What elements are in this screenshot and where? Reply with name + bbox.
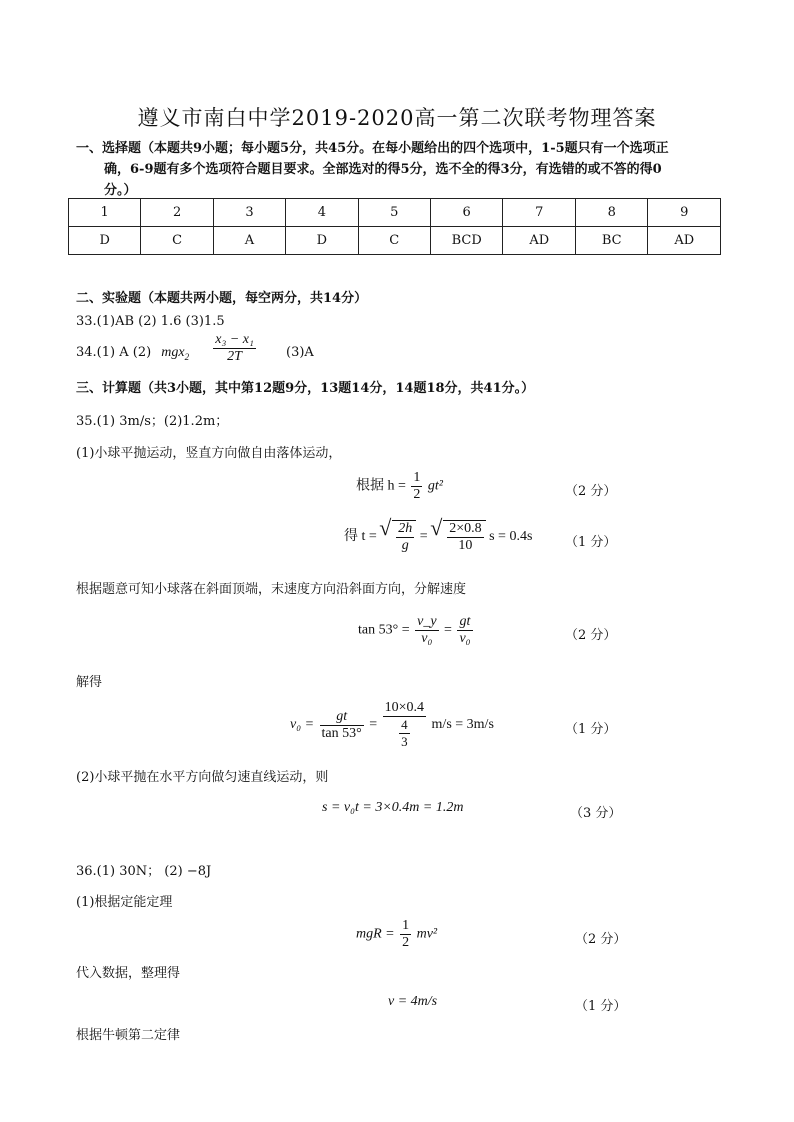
table-cell: D [286, 227, 358, 255]
q34-mgx: mgx$_2$ [161, 345, 190, 362]
answer-table-answer-row [69, 227, 721, 255]
q34-denominator: 2T [227, 349, 242, 364]
eq-text: 得 t = [344, 529, 377, 545]
table-cell: D [69, 227, 141, 255]
eq-fraction: $\frac{v\_y}{\text{v₀}}$ [417, 614, 437, 646]
table-cell: C [141, 227, 213, 255]
eq-fraction: $\frac{gt}{\tan 53^\circ}$ [321, 708, 362, 741]
table-cell: 8 [575, 199, 647, 227]
q34-answer [76, 332, 314, 365]
q35-paragraph-2: 根据题意可知小球落在斜面顶端，末速度方向沿斜面方向，分解速度 [76, 582, 467, 597]
q35-answer: 35.(1) 3m/s；(2)1.2m； [76, 414, 229, 429]
q33-answer: 33.(1)AB (2) 1.6 (3)1.5 [76, 314, 225, 329]
eq-text: v₀ = [290, 717, 315, 733]
eq-text: mv² [416, 926, 438, 942]
table-cell: A [213, 227, 285, 255]
table-cell: 6 [430, 199, 503, 227]
q36-paragraph-3: 根据牛顿第二定律 [76, 1028, 181, 1043]
eq-text: m/s = 3m/s [431, 717, 494, 733]
q36-answer: 36.(1) 30N； (2) −8J [76, 864, 212, 879]
table-cell: 4 [286, 199, 358, 227]
q35-score-3: （2 分） [565, 628, 617, 643]
table-cell: 9 [648, 199, 721, 227]
sqrt-symbol: √ $\frac{2h}{g}$ [392, 520, 416, 554]
table-cell: 7 [503, 199, 575, 227]
table-cell: C [358, 227, 430, 255]
answer-table [68, 198, 721, 255]
table-cell: BC [575, 227, 647, 255]
eq-text: s = 0.4s [489, 529, 533, 545]
q35-equation-1 [356, 470, 443, 503]
section-1-line-2: 确，6-9题有多个选项符合题目要求。全部选对的得5分，选不全的得3分，有选错的或不答的得0 [104, 162, 662, 177]
q35-equation-3: tan 53° = $\frac{v\_y}{\text{v₀}}$ = $\frac{gt}{\text{v₀}}$ [358, 614, 471, 646]
sqrt-symbol: √ $\frac{2\times 0.8}{10}$ [443, 520, 485, 554]
q35-paragraph-4: (2)小球平抛在水平方向做匀速直线运动，则 [76, 770, 329, 785]
answer-table-header-row [69, 199, 721, 227]
section-3-heading: 三、计算题（共3小题，其中第12题9分，13题14分，14题18分，共41分。） [76, 381, 535, 396]
q36-paragraph-1: (1)根据定能定理 [76, 895, 173, 910]
page-title: 遵义市南白中学2019-2020高一第二次联考物理答案 [137, 106, 657, 130]
q36-score-1: （2 分） [575, 932, 627, 947]
q36-equation-2: v = 4m/s [388, 994, 438, 1009]
q35-paragraph-1: (1)小球平抛运动，竖直方向做自由落体运动， [76, 446, 342, 461]
section-2-heading: 二、实验题（本题共两小题，每空两分，共14分） [76, 291, 368, 306]
eq-fraction: $\frac{gt}{\text{v₀}}$ [459, 614, 471, 646]
table-cell: 1 [69, 199, 141, 227]
section-1-line-1: 一、选择题（本题共9小题；每小题5分，共45分。在每小题给出的四个选项中，1-5题只有一个选项正 [76, 141, 669, 156]
q35-score-2: （1 分） [565, 535, 617, 550]
eq-fraction: $\frac{1}{2}$ [402, 918, 410, 950]
eq-text: tan 53° = [358, 622, 410, 638]
q35-score-1: （2 分） [565, 484, 617, 499]
eq-text: 根据 h = [356, 478, 406, 494]
q36-paragraph-2: 代入数据，整理得 [76, 966, 181, 981]
q35-score-4: （1 分） [565, 722, 617, 737]
q35-equation-2: 得 t = √ $\frac{2h}{g}$ = √ $\frac{2\times 0.8}{10}$ s = 0.4s [344, 520, 532, 554]
q36-score-2: （1 分） [575, 999, 627, 1014]
q34-part-c: (3)A [286, 345, 314, 360]
q34-numerator: x₃ − x₁ [215, 332, 254, 347]
section-1-line-3: 分。） [104, 183, 137, 198]
table-cell: 2 [141, 199, 213, 227]
q35-paragraph-3: 解得 [76, 675, 103, 690]
table-cell: AD [648, 227, 721, 255]
q34-fraction [213, 332, 256, 365]
eq-fraction: $\frac{10\times 0.4}{\frac{4}{3}}$ [384, 700, 425, 749]
table-cell: 5 [358, 199, 430, 227]
table-cell: BCD [430, 227, 503, 255]
table-cell: AD [503, 227, 575, 255]
q34-part-a: 34.(1) A (2) [76, 345, 152, 360]
table-cell: 3 [213, 199, 285, 227]
q35-equation-4: v₀ = $\frac{gt}{\tan 53^\circ}$ = $\frac{10\times 0.4}{\frac{4}{3}}$ m/s = 3m/s [290, 700, 494, 749]
q35-score-5: （3 分） [570, 806, 622, 821]
eq-fraction: $\frac{1}{2}$ [413, 470, 421, 502]
q36-equation-1 [356, 918, 437, 951]
q35-equation-5: s = v₀t = 3×0.4m = 1.2m [322, 800, 464, 815]
eq-text: gt² [427, 478, 443, 494]
section-1-instructions [76, 138, 726, 201]
eq-text: mgR = [356, 926, 395, 942]
